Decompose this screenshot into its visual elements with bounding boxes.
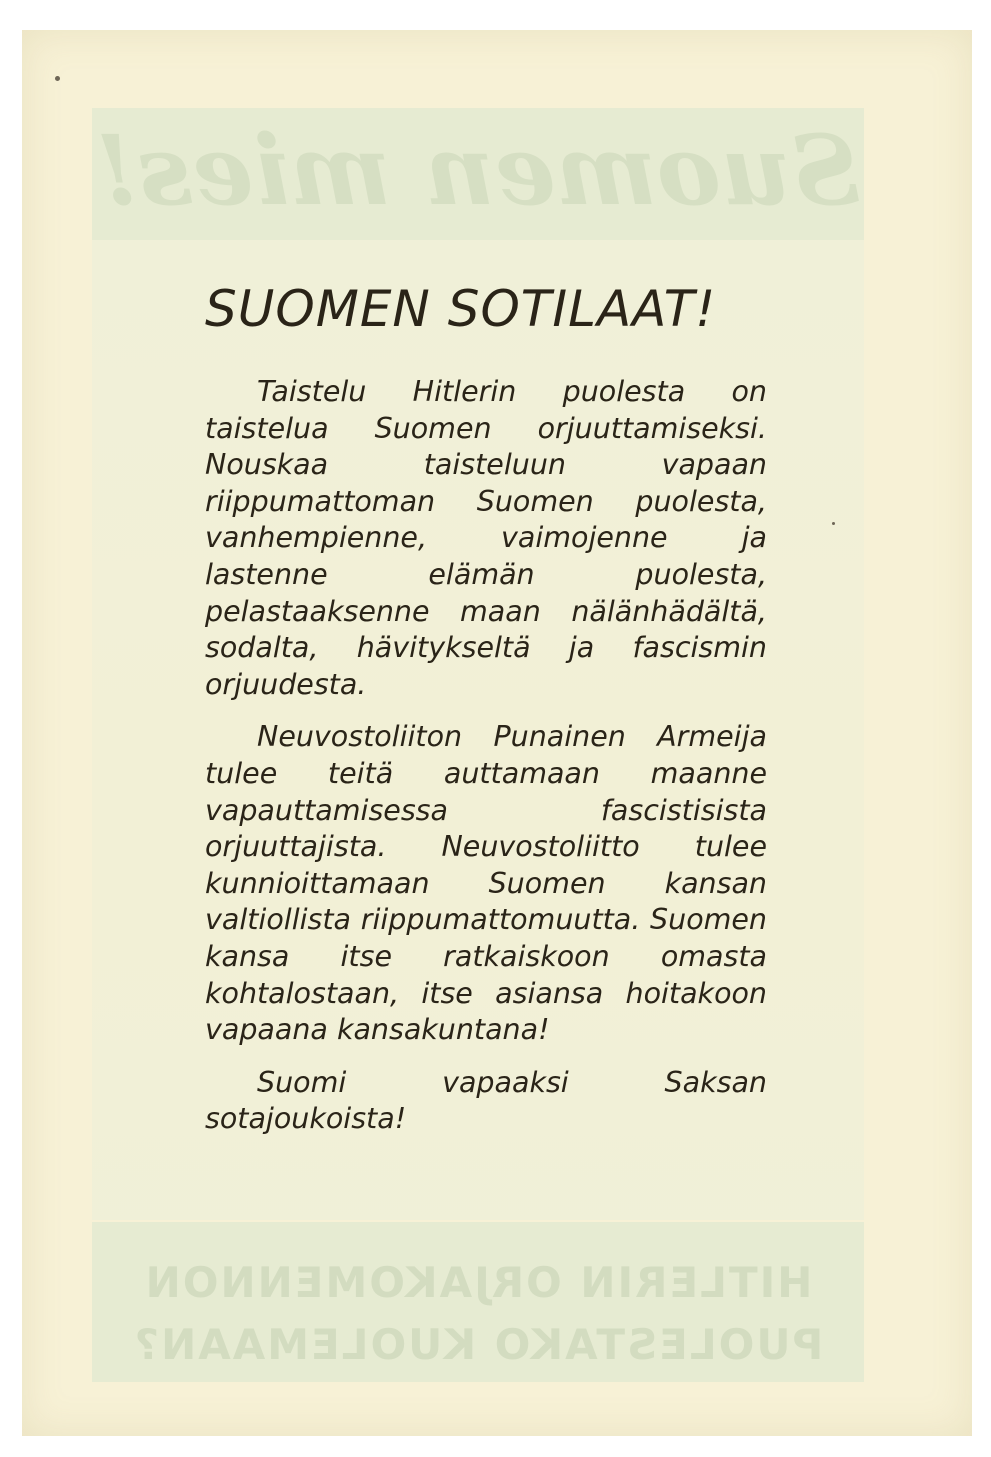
leaflet-heading: SUOMEN SOTILAAT! xyxy=(205,280,717,338)
show-through-headline: Suomen mies! xyxy=(95,114,861,227)
show-through-banner-bottom xyxy=(92,1222,864,1382)
paragraph-1: Taistelu Hitlerin puolesta on taistelua Suomen orjuuttamiseksi. Nouskaa taisteluun vapaan riippumattoman Suomen puolesta, vanhempienne, vaimojenne ja lastenne elämän puolesta, pelastaaksenne maan nälänhädältä, sodalta, hävitykseltä ja fascismin orjuudesta. xyxy=(205,375,767,701)
show-through-slogan-line-2: PUOLESTAKO KUOLEMAAN? xyxy=(132,1320,824,1369)
show-through-slogan-line-1: HITLERIN ORJAKOMENNON xyxy=(143,1258,813,1307)
paragraph-2: Neuvostoliiton Punainen Armeija tulee teitä auttamaan maanne vapauttamisessa fascistisista orjuuttajista. Neuvostoliitto tulee kunnioittamaan Suomen kansan valtiollista riippumattomuutta. Suomen kansa itse ratkaiskoon omasta kohtalostaan, itse asiansa hoitakoon vapaana kansakuntana! xyxy=(205,720,767,1047)
ink-speck xyxy=(832,522,835,525)
show-through-banner-top xyxy=(92,108,864,240)
leaflet-body xyxy=(205,374,767,1154)
ink-speck xyxy=(55,76,60,81)
paragraph-3: Suomi vapaaksi Saksan sotajoukoista! xyxy=(205,1065,767,1136)
